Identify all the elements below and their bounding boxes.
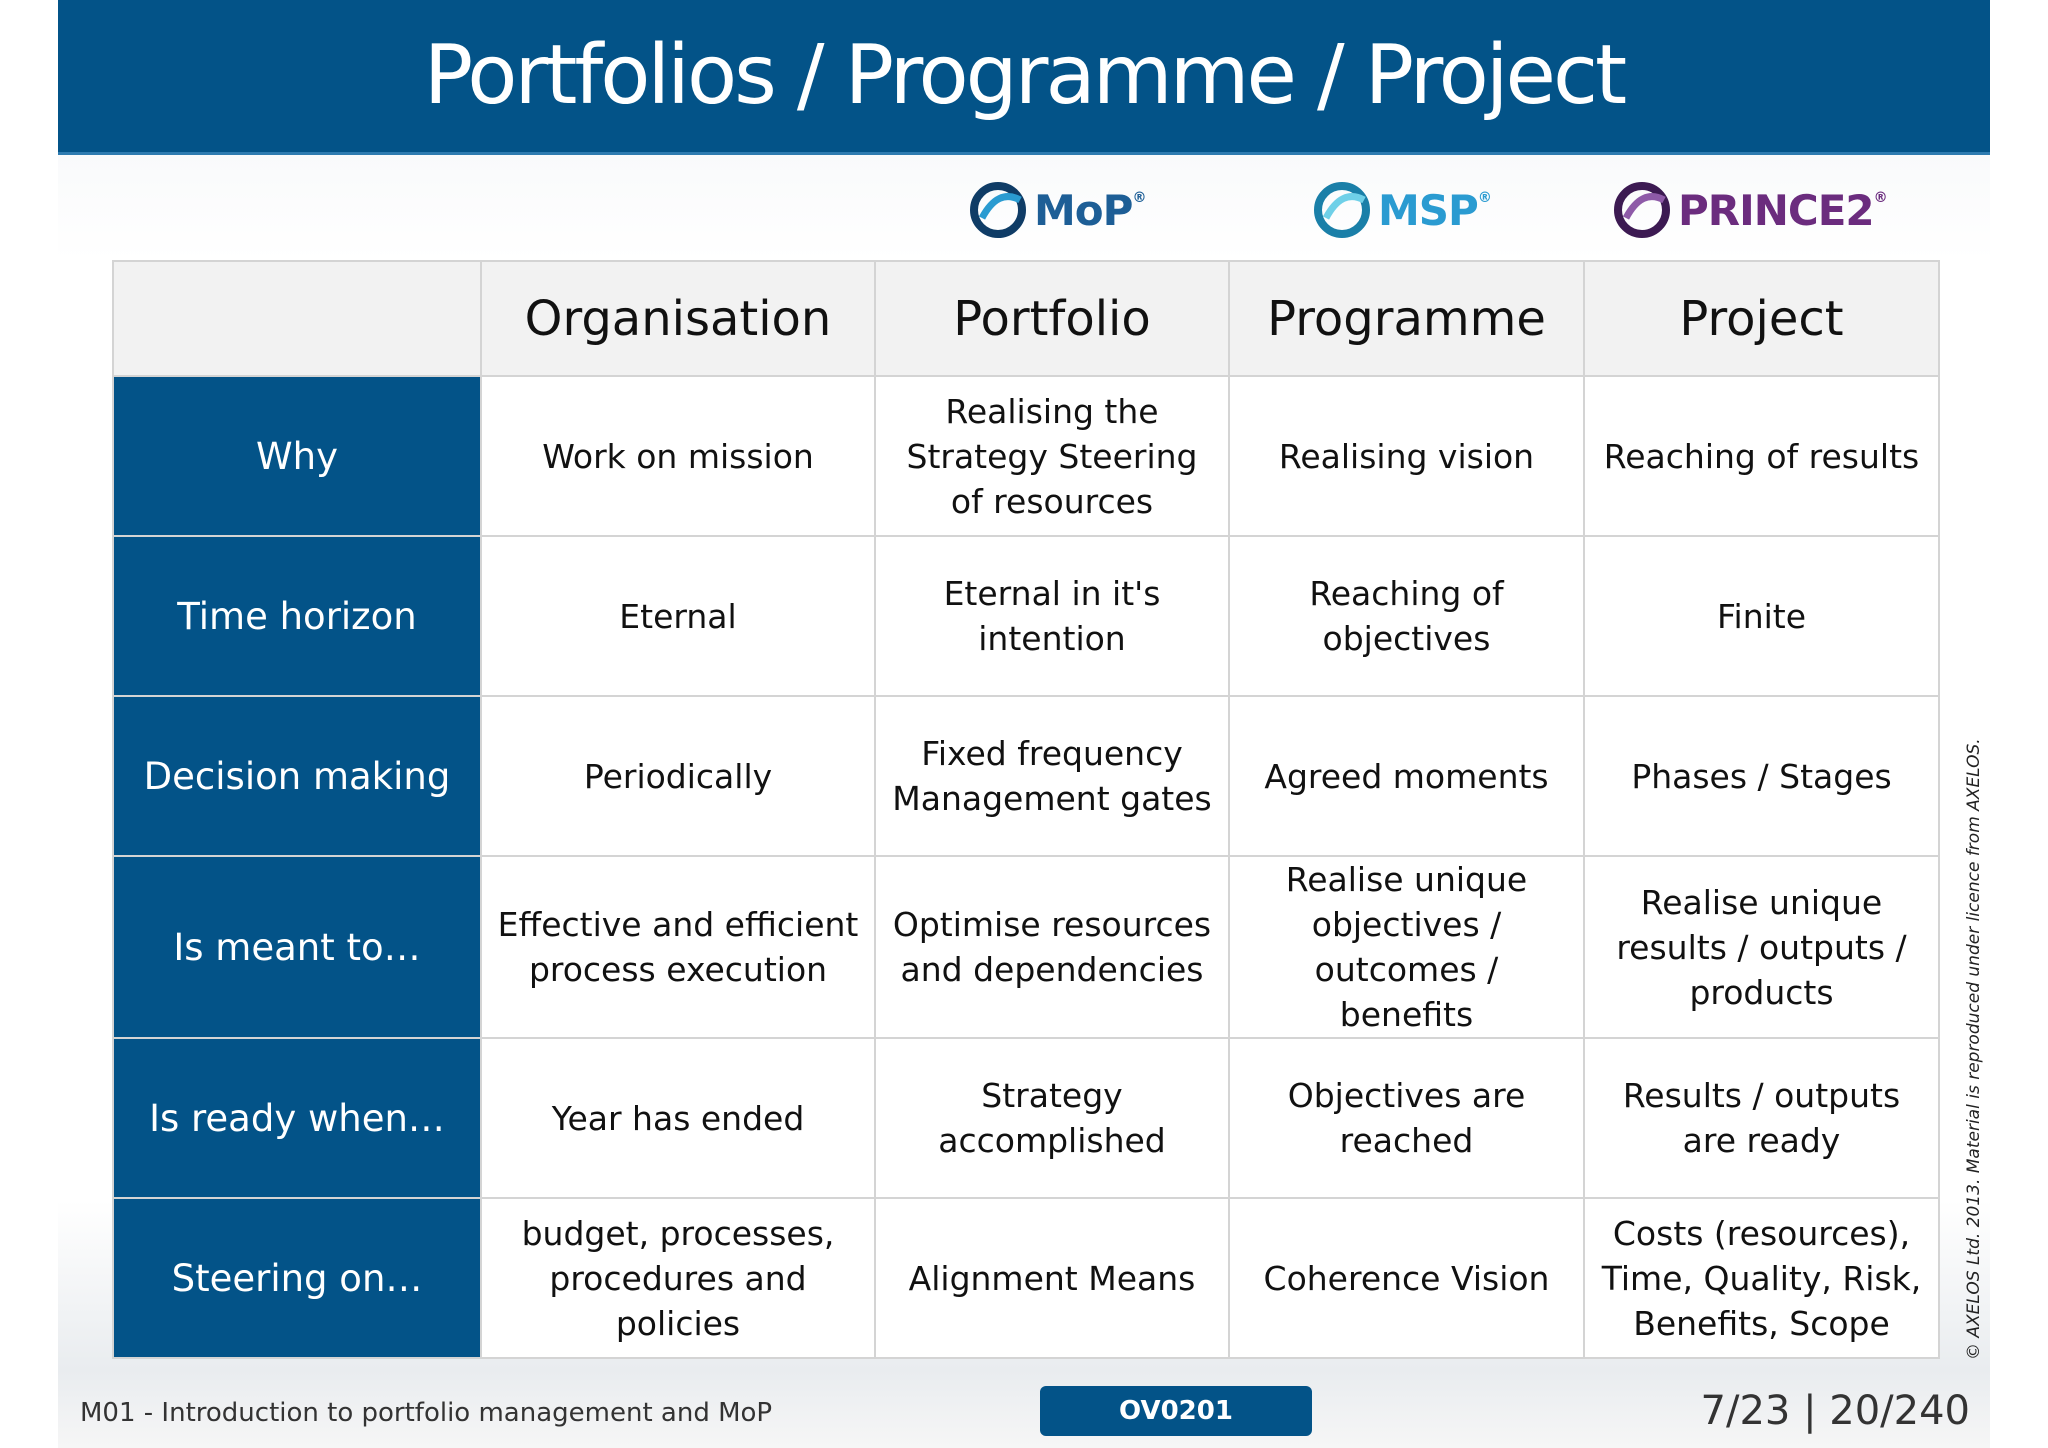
row-label: Is ready when… (113, 1038, 481, 1198)
table-cell: Work on mission (481, 376, 875, 536)
header-portfolio: Portfolio (875, 261, 1229, 376)
table-cell: Coherence Vision (1229, 1198, 1584, 1358)
logo-prince2: PRINCE2® (1612, 178, 1887, 242)
table-row (113, 1198, 1939, 1358)
table-row (113, 536, 1939, 696)
page-title: Portfolios / Programme / Project (423, 28, 1625, 123)
table-row (113, 696, 1939, 856)
table-cell: Alignment Means (875, 1198, 1229, 1358)
table-cell: Periodically (481, 696, 875, 856)
table-cell: Agreed moments (1229, 696, 1584, 856)
table-cell: Reaching of results (1584, 376, 1939, 536)
logo-mop: MoP® (968, 178, 1145, 242)
row-label: Steering on… (113, 1198, 481, 1358)
table-cell: Eternal in it's intention (875, 536, 1229, 696)
table-cell: Optimise resources and dependencies (875, 856, 1229, 1038)
row-label: Time horizon (113, 536, 481, 696)
table-cell: Reaching of objectives (1229, 536, 1584, 696)
axelos-msp-icon (1312, 178, 1376, 242)
table-cell: Costs (resources), Time, Quality, Risk, Benefits, Scope (1584, 1198, 1939, 1358)
table-cell: Eternal (481, 536, 875, 696)
table-cell: Phases / Stages (1584, 696, 1939, 856)
logo-mop-label: MoP (1034, 185, 1133, 235)
header-corner (113, 261, 481, 376)
table-cell: Effective and efficient process execution (481, 856, 875, 1038)
axelos-prince2-icon (1612, 178, 1676, 242)
copyright-notice: © AXELOS Ltd. 2013. Material is reproduced under licence from AXELOS. (1964, 738, 1984, 1360)
axelos-mop-icon (968, 178, 1032, 242)
table-row (113, 856, 1939, 1038)
footer-slide-code: OV0201 (1040, 1386, 1312, 1436)
table-cell: Realising vision (1229, 376, 1584, 536)
comparison-table (112, 260, 1940, 1359)
table-cell: budget, processes, procedures and policies (481, 1198, 875, 1358)
table-cell: Realising the Strategy Steering of resources (875, 376, 1229, 536)
row-label: Decision making (113, 696, 481, 856)
table-cell: Fixed frequency Management gates (875, 696, 1229, 856)
table-cell: Results / outputs are ready (1584, 1038, 1939, 1198)
logo-prince2-label: PRINCE2 (1678, 185, 1874, 235)
table-row (113, 1038, 1939, 1198)
table-cell: Finite (1584, 536, 1939, 696)
table-cell: Realise unique results / outputs / products (1584, 856, 1939, 1038)
footer-module-title: M01 - Introduction to portfolio management and MoP (80, 1398, 773, 1428)
table-cell: Strategy accomplished (875, 1038, 1229, 1198)
table-cell: Year has ended (481, 1038, 875, 1198)
header-project: Project (1584, 261, 1939, 376)
table-row (113, 376, 1939, 536)
footer-page-number: 7/23 | 20/240 (1700, 1388, 1970, 1434)
row-label: Is meant to… (113, 856, 481, 1038)
header-programme: Programme (1229, 261, 1584, 376)
table-cell: Realise unique objectives / outcomes / benefits (1229, 856, 1584, 1038)
logo-msp: MSP® (1312, 178, 1491, 242)
header-organisation: Organisation (481, 261, 875, 376)
title-bar (58, 0, 1990, 155)
table-header-row (113, 261, 1939, 376)
table-cell: Objectives are reached (1229, 1038, 1584, 1198)
logo-msp-label: MSP (1378, 185, 1478, 235)
row-label: Why (113, 376, 481, 536)
